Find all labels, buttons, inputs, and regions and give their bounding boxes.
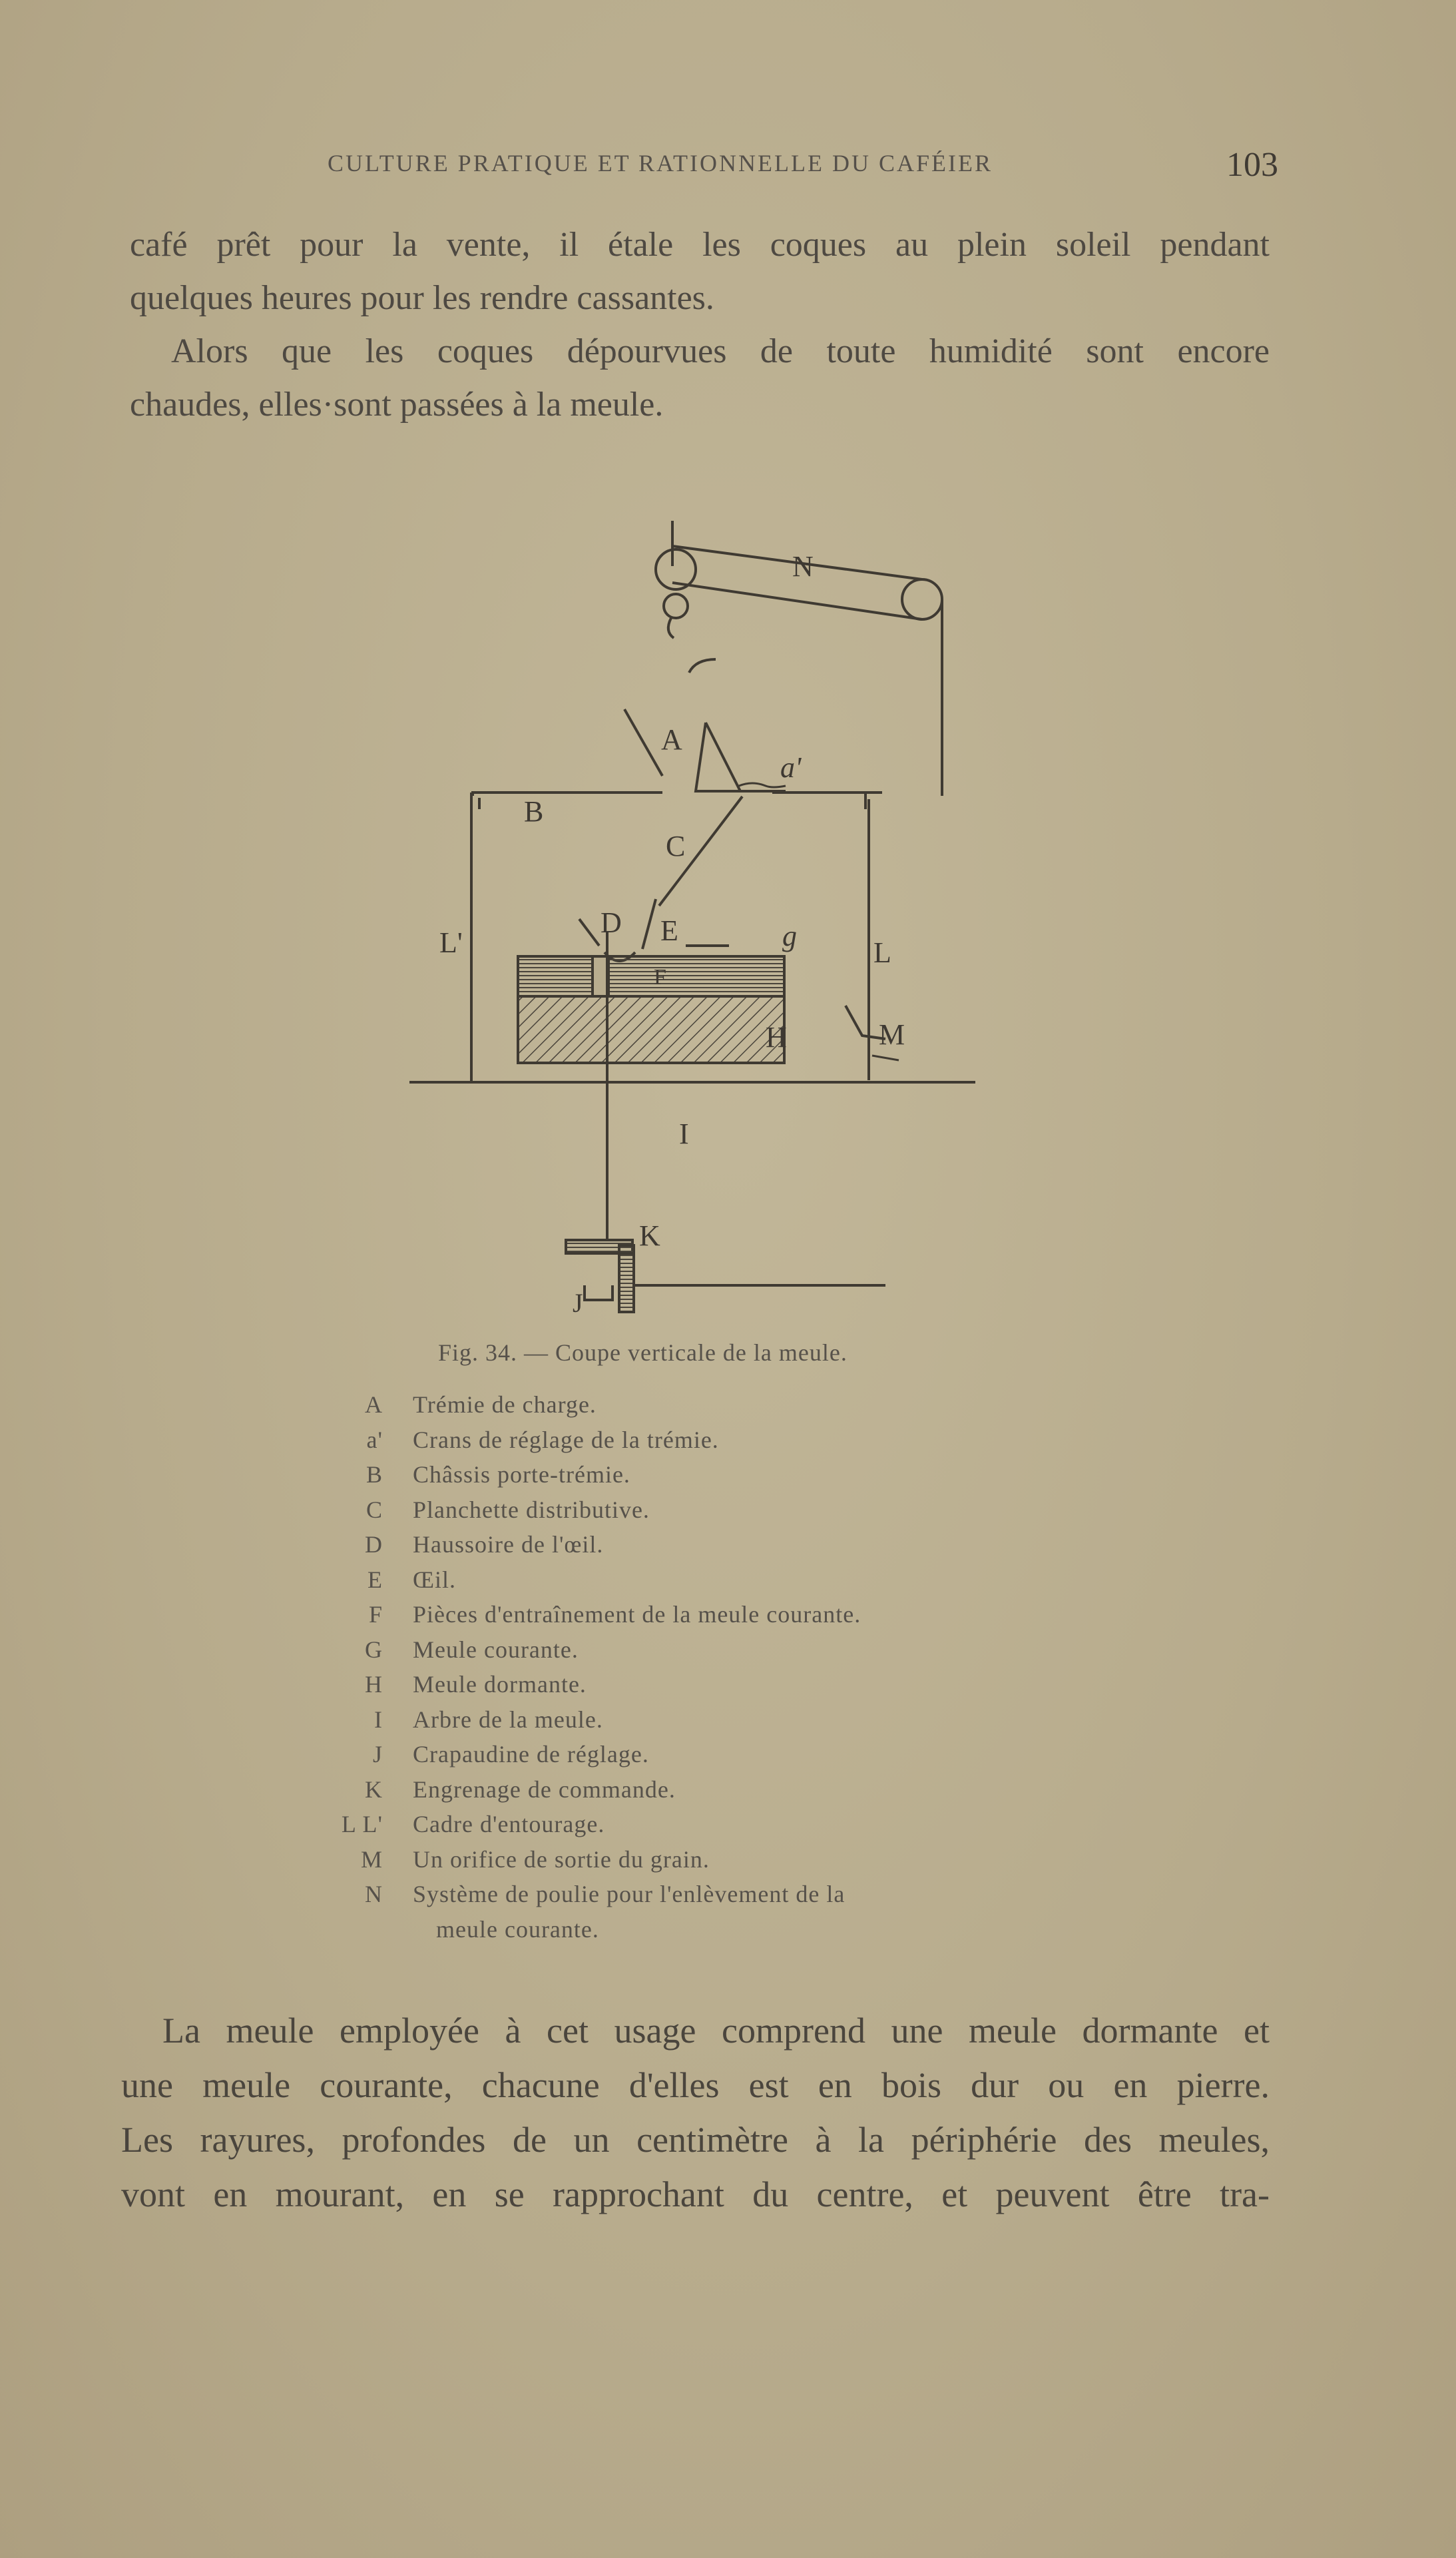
paragraph-line: une meule courante, chacune d'elles est en bois dur ou en pierre. — [121, 2065, 1270, 2105]
legend-row — [300, 1492, 1098, 1528]
legend-text: Haussoire de l'œil. — [413, 1531, 604, 1558]
legend-key: H — [365, 1671, 383, 1698]
legend-row — [300, 1597, 1098, 1632]
label-k: K — [639, 1219, 660, 1252]
legend-key: M — [360, 1845, 383, 1873]
paragraph-line: café prêt pour la vente, il étale les coques au plein soleil pendant — [130, 226, 1270, 264]
running-title: CULTURE PRATIQUE ET RATIONNELLE DU CAFÉIER — [328, 150, 993, 176]
paragraph-line: La meule employée à cet usage comprend une meule dormante et — [162, 2011, 1270, 2051]
legend-key: F — [368, 1601, 383, 1628]
gear-k-vertical — [619, 1245, 634, 1312]
paragraph-line: Alors que les coques dépourvues de toute humidité sont encore — [171, 332, 1270, 370]
page-number: 103 — [1226, 146, 1278, 184]
legend-key: J — [372, 1741, 383, 1767]
paragraph-line: Les rayures, profondes de un centimètre à la périphérie des meules, — [121, 2120, 1270, 2160]
label-l-prime: L' — [439, 926, 463, 959]
legend-key: L L' — [341, 1811, 383, 1837]
legend-row — [300, 1772, 1098, 1807]
meule-courante — [518, 956, 784, 996]
legend-key: B — [365, 1461, 383, 1488]
figure-34-diagram — [393, 506, 992, 1339]
legend-text: Châssis porte-trémie. — [413, 1461, 630, 1488]
paragraph-2 — [121, 2003, 1270, 2222]
legend-text: Système de poulie pour l'enlèvement de la — [413, 1881, 846, 1907]
label-g: g — [782, 920, 797, 952]
legend-key: D — [365, 1531, 383, 1558]
legend-key: E — [367, 1566, 383, 1593]
legend-row — [300, 1527, 1098, 1562]
legend-text: Meule dormante. — [413, 1671, 587, 1698]
legend-text: Arbre de la meule. — [413, 1706, 603, 1733]
label-n: N — [792, 550, 814, 583]
meule-dormante — [518, 996, 784, 1063]
legend-key: C — [365, 1496, 383, 1523]
legend-text: Crans de réglage de la trémie. — [413, 1426, 719, 1453]
legend-continuation: meule courante. — [436, 1915, 599, 1943]
label-e: E — [660, 914, 678, 947]
legend-text: Engrenage de commande. — [413, 1775, 676, 1803]
legend-row — [300, 1702, 1098, 1738]
legend-row — [300, 1807, 1098, 1842]
label-h: H — [766, 1021, 787, 1054]
figure-legend — [300, 1387, 1098, 1947]
label-f: F — [654, 965, 666, 990]
hopper-left-side — [624, 709, 662, 776]
label-l: L — [873, 936, 891, 969]
chassis-b — [473, 793, 662, 796]
label-j: J — [573, 1288, 583, 1318]
paragraph-line: chaudes, elles·sont passées à la meule. — [130, 386, 664, 424]
legend-text: Trémie de charge. — [413, 1391, 597, 1418]
figure-labels — [439, 550, 905, 1318]
label-m: M — [879, 1018, 905, 1051]
legend-key: K — [365, 1775, 383, 1803]
legend-key: I — [374, 1706, 383, 1733]
legend-row — [300, 1632, 1098, 1668]
legend-text: Un orifice de sortie du grain. — [413, 1845, 710, 1873]
paragraph-line: quelques heures pour les rendre cassantes. — [130, 279, 714, 317]
mill-section-drawing — [393, 506, 992, 1339]
crapaudine-j — [585, 1285, 612, 1300]
legend-row — [300, 1457, 1098, 1492]
legend-text: Œil. — [413, 1566, 457, 1593]
legend-text: Planchette distributive. — [413, 1496, 650, 1523]
legend-row — [300, 1737, 1098, 1772]
label-d: D — [601, 906, 622, 939]
label-a: A — [661, 723, 682, 756]
label-i: I — [679, 1118, 689, 1150]
hopper-hook — [689, 659, 716, 673]
figure-caption: Fig. 34. — Coupe verticale de la meule. — [438, 1339, 848, 1366]
legend-row — [300, 1877, 1098, 1912]
lower-pulley — [664, 594, 688, 618]
legend-key: A — [365, 1391, 383, 1418]
label-a-prime: a' — [780, 751, 802, 784]
legend-row — [300, 1842, 1098, 1877]
legend-text: Cadre d'entourage. — [413, 1811, 605, 1837]
legend-row — [300, 1387, 1098, 1423]
legend-text: Pièces d'entraînement de la meule courante. — [413, 1601, 861, 1628]
legend-row — [300, 1912, 1098, 1947]
legend-key: N — [365, 1881, 383, 1907]
hook — [668, 618, 674, 638]
paragraph-line: vont en mourant, en se rapprochant du centre, et peuvent être tra- — [121, 2174, 1270, 2214]
legend-row — [300, 1562, 1098, 1598]
legend-row — [300, 1667, 1098, 1702]
right-pulley — [902, 579, 942, 619]
legend-key: G — [365, 1636, 383, 1663]
legend-row — [300, 1423, 1098, 1458]
legend-text: Crapaudine de réglage. — [413, 1741, 649, 1767]
paragraph-1 — [130, 218, 1270, 432]
label-b: B — [524, 795, 544, 828]
hopper-right-side — [706, 723, 740, 791]
legend-text: Meule courante. — [413, 1636, 579, 1663]
page-header — [126, 145, 1278, 185]
label-c: C — [666, 830, 686, 862]
legend-key: a' — [366, 1426, 383, 1453]
